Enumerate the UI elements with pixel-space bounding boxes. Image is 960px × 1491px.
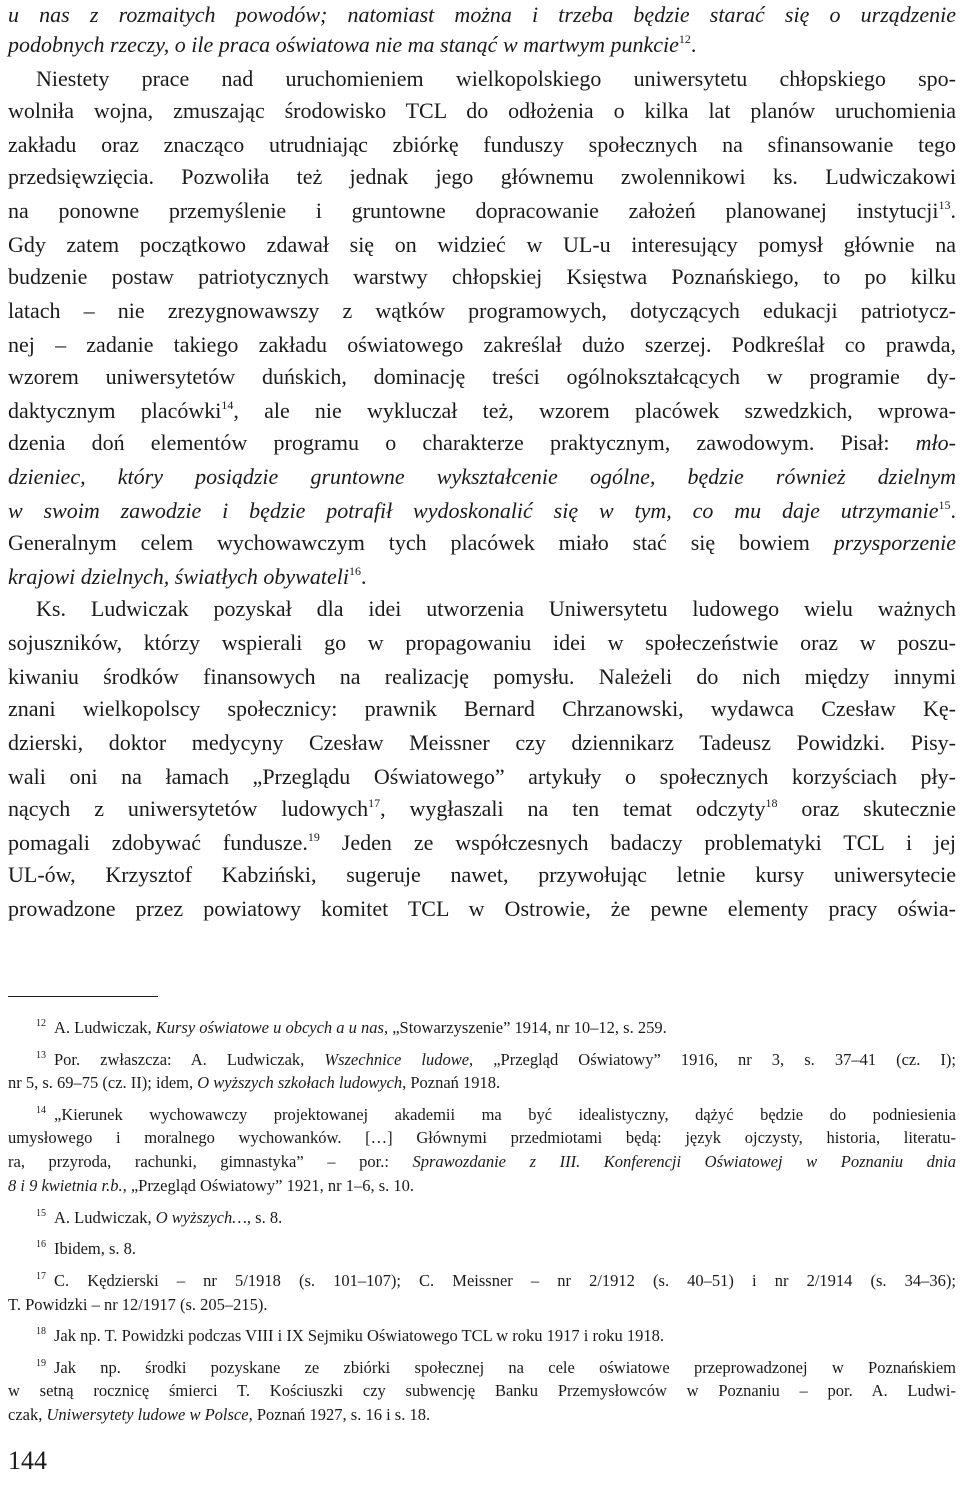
footnote-text: 8 i 9 kwietnia r.b., „Przegląd Oświatowy” 1921, nr 1–6, s. 10. (8, 1176, 415, 1195)
footnote-line (36, 1017, 956, 1039)
footnote-number: 18 (36, 1326, 46, 1337)
body-line: budzenie postaw patriotycznych warstwy chłopskiej Księstwa Poznańskiego, to po kilku (8, 264, 956, 289)
page-number: 144 (8, 1446, 47, 1475)
footnote-text: czak, Uniwersytety ludowe w Polsce, Poznań 1927, s. 16 i s. 18. (8, 1405, 431, 1424)
footnote-number: 12 (36, 1018, 46, 1029)
footnote-number: 15 (36, 1208, 46, 1219)
footnote-text: umysłowego i moralnego wychowanków. […] Głównymi przedmiotami będą: język ojczysty, historia, literatu- (8, 1128, 956, 1147)
body-line: latach – nie zrezygnowawszy z wątków programowych, dotyczących edukacji patriotycz- (8, 298, 956, 323)
footnote-number: 17 (36, 1271, 46, 1282)
footnote-line (36, 1049, 956, 1071)
body-line: znani wielkopolscy społecznicy: prawnik Bernard Chrzanowski, wydawca Czesław Kę- (8, 696, 956, 721)
footnote-number: 16 (36, 1239, 46, 1250)
body-line: dzieniec, który posiądzie gruntowne wykształcenie ogólne, będzie również dzielnym (8, 464, 956, 489)
body-line: nących z uniwersytetów ludowych$^{17}$, wygłaszali na ten temat odczyty$^{18}$ oraz skutecznie (8, 796, 957, 821)
footnote-line (36, 1104, 956, 1126)
footnote-line (36, 1207, 956, 1229)
body-line: UL-ów, Krzysztof Kabziński, sugeruje nawet, przywołując letnie kursy uniwersytecie (8, 862, 956, 887)
footnote-text: Jak np. T. Powidzki podczas VIII i IX Sejmiku Oświatowego TCL w roku 1917 i roku 1918. (54, 1326, 664, 1345)
body-line: przedsięwzięcia. Pozwoliła też jednak jego głównemu zwolennikowi ks. Ludwiczakowi (8, 164, 956, 189)
footnote-line (36, 1238, 956, 1260)
footnote-number: 14 (36, 1105, 46, 1116)
body-line: Generalnym celem wychowawczym tych placówek miało stać się bowiem przysporzenie (8, 530, 956, 555)
body-line: zakładu oraz znacząco utrudniając zbiórkę funduszy społecznych na sfinansowanie tego (8, 132, 956, 157)
footnote-text: Ibidem, s. 8. (54, 1239, 137, 1258)
body-line: prowadzone przez powiatowy komitet TCL w Ostrowie, że pewne elementy pracy oświa- (8, 896, 956, 921)
body-line: daktycznym placówki$^{14}$, ale nie wykluczał też, wzorem placówek szwedzkich, wprowa- (8, 398, 957, 423)
body-line: wzorem uniwersytetów duńskich, dominację treści ogólnokształcących w programie dy- (8, 364, 956, 389)
footnote-text: Jak np. środki pozyskane ze zbiórki społecznej na cele oświatowe przeprowadzonej w Poznańskiem (54, 1358, 956, 1377)
footnote-line (36, 1270, 956, 1292)
footnote-line (8, 1127, 956, 1149)
footnote-line (8, 1404, 956, 1426)
footnote-text: „Kierunek wychowawczy projektowanej akademii ma być idealistyczny, dążyć będzie do podniesienia (54, 1105, 956, 1124)
body-line: u nas z rozmaitych powodów; natomiast można i trzeba będzie starać się o urządzenie (8, 2, 956, 27)
body-line: kiwaniu środków finansowych na realizację pomysłu. Należeli do nich między innymi (8, 664, 956, 689)
footnote-text: nr 5, s. 69–75 (cz. II); idem, O wyższych szkołach ludowych, Poznań 1918. (8, 1073, 501, 1092)
body-line: sojuszników, którzy wspierali go w propagowaniu idei w społeczeństwie oraz w poszu- (8, 630, 956, 655)
body-line: Niestety prace nad uruchomieniem wielkopolskiego uniwersytetu chłopskiego spo- (36, 66, 956, 91)
footnote-line (8, 1072, 956, 1094)
footnote-text: A. Ludwiczak, O wyższych…, s. 8. (54, 1208, 283, 1227)
footnote-separator (8, 996, 158, 997)
footnote-text: C. Kędzierski – nr 5/1918 (s. 101–107); C. Meissner – nr 2/1912 (s. 40–51) i nr 2/1914 (s. 34–36); (54, 1271, 956, 1290)
body-line: wolniła wojna, zmuszając środowisko TCL do odłożenia o kilka lat planów uruchomienia (8, 98, 956, 123)
footnote-text: A. Ludwiczak, Kursy oświatowe u obcych a u nas, „Stowarzyszenie” 1914, nr 10–12, s. 259. (54, 1018, 667, 1037)
body-line: dzierski, doktor medycyny Czesław Meissner czy dziennikarz Tadeusz Powidzki. Pisy- (8, 730, 956, 755)
body-line: krajowi dzielnych, światłych obywateli$^{16}$. (8, 564, 367, 589)
footnote-text: T. Powidzki – nr 12/1917 (s. 205–215). (8, 1295, 268, 1314)
body-line: w swoim zawodzie i będzie potrafił wydoskonalić się w tym, co mu daje utrzymanie$^{15}$. (8, 498, 956, 523)
body-line: podobnych rzeczy, o ile praca oświatowa nie ma stanąć w martwym punkcie$^{12}$. (8, 32, 697, 57)
footnote-line (8, 1175, 956, 1197)
body-line: pomagali zdobywać fundusze.$^{19}$ Jeden ze współczesnych badaczy problematyki TCL i jej (8, 830, 957, 855)
footnote-number: 13 (36, 1050, 46, 1061)
footnote-text: w setną rocznicę śmierci T. Kościuszki czy subwencję Banku Przemysłowców w Poznaniu – por. A. Ludwi- (8, 1381, 956, 1400)
footnote-line (36, 1357, 956, 1379)
body-line: nej – zadanie takiego zakładu oświatowego zakreślał dużo szerzej. Podkreślał co prawda, (8, 332, 956, 357)
footnote-text: ra, przyroda, rachunki, gimnastyka” – por.: Sprawozdanie z III. Konferencji Oświatowej w Poznaniu dnia (8, 1152, 957, 1171)
footnote-line (36, 1325, 956, 1347)
body-line: Ks. Ludwiczak pozyskał dla idei utworzenia Uniwersytetu ludowego wielu ważnych (36, 596, 956, 621)
body-line: dzenia doń elementów programu o charakterze praktycznym, zawodowym. Pisał: mło- (8, 430, 956, 455)
body-line: na ponowne przemyślenie i gruntowne dopracowanie założeń planowanej instytucji$^{13}$. (8, 198, 956, 223)
body-line: Gdy zatem początkowo zdawał się on widzieć w UL-u interesujący pomysł głównie na (8, 232, 956, 257)
footnote-number: 19 (36, 1358, 46, 1369)
body-line: wali oni na łamach „Przeglądu Oświatowego” artykuły o społecznych korzyściach pły- (8, 764, 956, 789)
footnote-text: Por. zwłaszcza: A. Ludwiczak, Wszechnice ludowe, „Przegląd Oświatowy” 1916, nr 3, s. 37–41 (cz. I); (54, 1050, 957, 1069)
footnote-line (8, 1151, 956, 1173)
footnote-line (8, 1380, 956, 1402)
footnote-line (8, 1294, 956, 1316)
